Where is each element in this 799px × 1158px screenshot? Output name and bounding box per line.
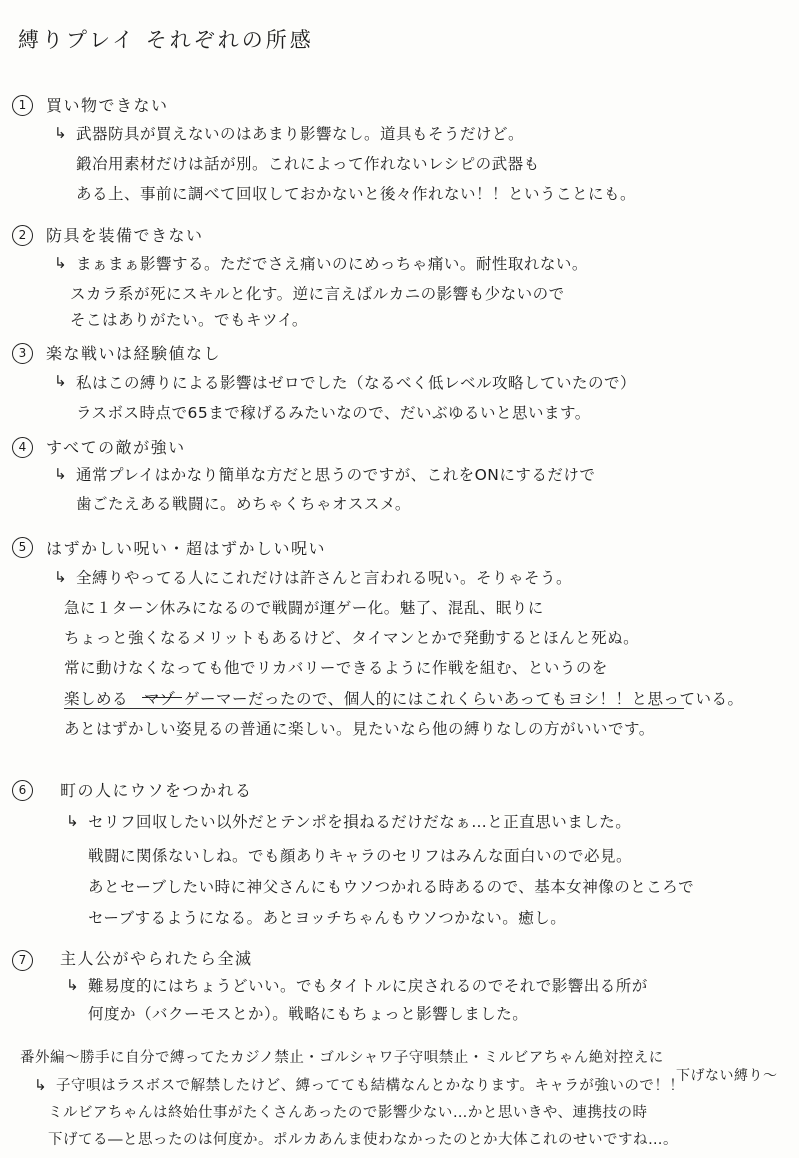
arrow-icon: ↳	[54, 254, 67, 272]
extra-heading-continued: 下げない縛り～	[676, 1068, 778, 1084]
section-1-line-1: 武器防具が買えないのはあまり影響なし。道具もそうだけど。	[76, 125, 525, 143]
page-title: 縛りプレイ それぞれの所感	[18, 28, 314, 52]
section-7-line-1: 難易度的にはちょうどいい。でもタイトルに戻されるのでそれで影響出る所が	[88, 977, 648, 995]
section-number-7: 7	[12, 950, 33, 971]
section-1-line-3: ある上、事前に調べて回収しておかないと後々作れない！！ということにも。	[76, 185, 637, 203]
section-2-line-1: まぁまぁ影響する。ただでさえ痛いのにめっちゃ痛い。耐性取れない。	[76, 255, 588, 273]
section-4-line-2: 歯ごたえある戦闘に。めちゃくちゃオススメ。	[76, 495, 411, 513]
section-number-1: 1	[12, 95, 33, 116]
section-heading-1: 買い物できない	[46, 96, 169, 115]
extra-line-2: ミルビアちゃんは終始仕事がたくさんあったので影響少ない…かと思いきや、連携技の時	[48, 1105, 648, 1121]
section-number-6: 6	[12, 780, 33, 801]
strikethrough-mark	[142, 697, 182, 698]
section-5-line-1: 全縛りやってる人にこれだけは許さんと言われる呪い。そりゃそう。	[76, 569, 573, 587]
arrow-icon: ↳	[66, 976, 79, 994]
section-number-5: 5	[12, 537, 33, 558]
section-heading-7: 主人公がやられたら全滅	[60, 949, 253, 968]
section-1-line-2: 鍛冶用素材だけは話が別。これによって作れないレシピの武器も	[76, 155, 540, 173]
section-heading-2: 防具を装備できない	[46, 226, 204, 245]
section-5-line-5-start: 楽しめる	[64, 690, 129, 708]
arrow-icon: ↳	[54, 465, 67, 483]
section-heading-3: 楽な戦いは経験値なし	[46, 344, 222, 363]
section-number-3: 3	[12, 343, 33, 364]
extra-line-3: 下げてる―と思ったのは何度か。ポルカあんま使わなかったのとか大体これのせいですね…。	[48, 1132, 678, 1148]
arrow-icon: ↳	[66, 812, 79, 830]
section-5-line-2: 急に１ターン休みになるので戦闘が運ゲー化。魅了、混乱、眠りに	[64, 599, 544, 617]
underline-mark	[64, 708, 684, 709]
section-5-line-5-end: ゲーマーだったので、個人的にはこれくらいあってもヨシ！！と思っている。	[184, 690, 744, 708]
section-2-line-3: そこはありがたい。でもキツイ。	[70, 311, 308, 329]
section-6-line-1: セリフ回収したい以外だとテンポを損ねるだけだなぁ…と正直思いました。	[88, 813, 632, 831]
arrow-icon: ↳	[54, 568, 67, 586]
section-6-line-3: あとセーブしたい時に神父さんにもウソつかれる時あるので、基本女神像のところで	[88, 878, 695, 896]
section-4-line-1: 通常プレイはかなり簡単な方だと思うのですが、これをONにするだけで	[76, 466, 596, 484]
section-number-4: 4	[12, 437, 33, 458]
section-number-2: 2	[12, 225, 33, 246]
section-3-line-1: 私はこの縛りによる影響はゼロでした（なるべく低レベル攻略していたので）	[76, 374, 637, 392]
section-heading-5: はずかしい呪い・超はずかしい呪い	[46, 539, 327, 558]
arrow-icon: ↳	[54, 124, 67, 142]
section-5-line-4: 常に動けなくなっても他でリカバリーできるように作戦を組む、というのを	[64, 659, 608, 677]
section-3-line-2: ラスボス時点で65まで稼げるみたいなので、だいぶゆるいと思います。	[76, 404, 591, 422]
section-heading-4: すべての敵が強い	[46, 438, 186, 457]
section-heading-6: 町の人にウソをつかれる	[60, 781, 253, 800]
section-6-line-4: セーブするようになる。あとヨッチちゃんもウソつかない。癒し。	[88, 909, 567, 927]
section-6-line-2: 戦闘に関係ないしね。でも顔ありキャラのセリフはみんな面白いので必見。	[88, 847, 633, 865]
extra-line-1: 子守唄はラスボスで解禁したけど、縛ってても結構なんとかなります。キャラが強いので！！	[56, 1078, 685, 1094]
extra-heading: 番外編～勝手に自分で縛ってたカジノ禁止・ゴルシャワ子守唄禁止・ミルビアちゃん絶対控えに	[20, 1050, 664, 1066]
arrow-icon: ↳	[34, 1076, 47, 1094]
section-7-line-2: 何度か（バクーモスとか）。戦略にもちょっと影響しました。	[88, 1005, 529, 1023]
section-5-line-3: ちょっと強くなるメリットもあるけど、タイマンとかで発動するとほんと死ぬ。	[64, 629, 640, 647]
struck-out-word: マゾ	[144, 690, 176, 708]
section-2-line-2: スカラ系が死にスキルと化す。逆に言えばルカニの影響も少ないので	[70, 285, 565, 303]
section-5-line-6: あとはずかしい姿見るの普通に楽しい。見たいなら他の縛りなしの方がいいです。	[64, 720, 655, 738]
arrow-icon: ↳	[54, 372, 67, 390]
